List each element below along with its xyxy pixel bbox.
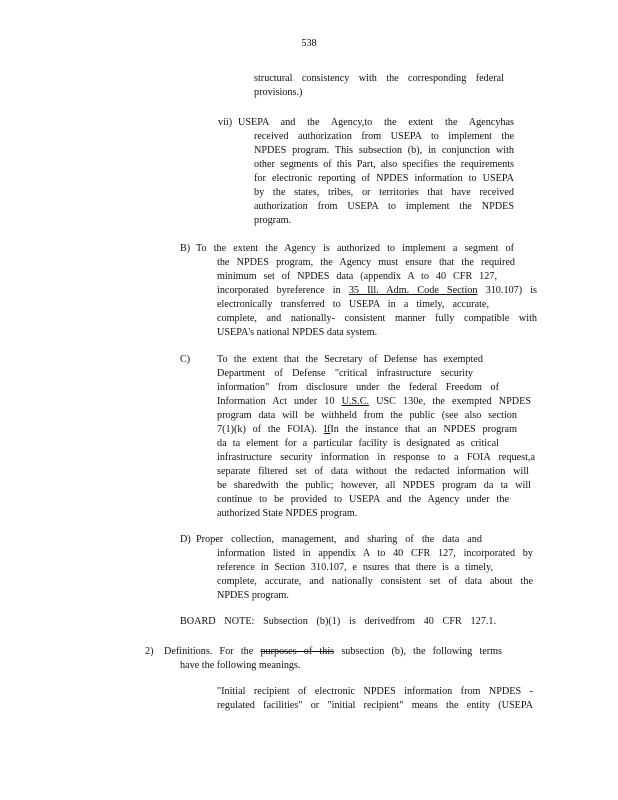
text-line: separate filtered set of data without the redacted information will (217, 466, 529, 477)
text-line: regulated facilities" or "initial recipient" means the entity (USEPA (217, 700, 533, 711)
text-line: reference in Section 310.107, e nsures that there is a timely, (217, 562, 493, 573)
definitions-first-line: Definitions. For the purposes of this subsection (b), the following terms (164, 646, 503, 657)
citation-link[interactable]: U.S.C. (341, 396, 370, 407)
definitions-second-line: have the following meanings. (180, 660, 301, 671)
text-line: 7(1)(k) of the FOIA). IfIn the instance that an NPDES program (217, 424, 518, 435)
text-line: complete, and nationally- consistent manner fully compatible with (217, 313, 537, 324)
citation-link[interactable]: 35 Ill. Adm. Code Section (348, 285, 478, 296)
text-line: continue to be provided to USEPA and the Agency under the (217, 494, 509, 505)
text-line: program. (254, 215, 292, 226)
item-d-body (217, 547, 533, 603)
text-line: structural consistency with the corresponding federal (254, 73, 504, 84)
text-line: be sharedwith the public; however, all NPDES program da ta will (217, 480, 531, 491)
text-line: NPDES program. (217, 590, 289, 601)
text-line: authorization from USEPA to implement the NPDES (254, 201, 514, 212)
struck-text: purposes of this (260, 646, 335, 657)
text-line: by the states, tribes, or territories that have received (254, 187, 514, 198)
text-line: electronically transferred to USEPA in a timely, accurate, (217, 299, 489, 310)
board-note: BOARD NOTE: Subsection (b)(1) is derivedfrom 40 CFR 127.1. (180, 616, 496, 627)
item-marker-vii: vii) (218, 117, 233, 128)
item-marker-d: D) (180, 534, 191, 545)
text-line: Information Act under 10 U.S.C. USC 130e, the exempted NPDES (217, 396, 531, 407)
text-line: program data will be withheld from the public (see also section (217, 410, 517, 421)
item-marker-2: 2) (145, 646, 154, 657)
text-line: To the extent that the Secretary of Defense has exempted (217, 354, 483, 365)
item-marker-c: C) (180, 354, 191, 365)
item-b-first-line: To the extent the Agency is authorized to implement a segment of (196, 243, 514, 254)
text-line: da ta element for a particular facility is designated as critical (217, 438, 499, 449)
definition-quote (217, 685, 533, 713)
text-line: "Initial recipient of electronic NPDES information from NPDES - (217, 686, 533, 697)
page-number: 538 (301, 38, 317, 49)
text-line: for electronic reporting of NPDES information to USEPA (254, 173, 514, 184)
text-line: USEPA's national NPDES data system. (217, 327, 378, 338)
text-line: provisions.) (254, 87, 303, 98)
text-line: Department of Defense "critical infrastructure security (217, 368, 473, 379)
item-d-first-line: Proper collection, management, and sharing of the data and (196, 534, 482, 545)
text-line: other segments of this Part, also specifies the requirements (254, 159, 514, 170)
text-line: the NPDES program, the Agency must ensure that the required (217, 257, 515, 268)
text-line: complete, accurate, and nationally consistent set of data about the (217, 576, 533, 587)
text-line: incorporated byreference in 35 Ill. Adm. Code Section 310.107) is (217, 285, 538, 296)
text-line: authorized State NPDES program. (217, 508, 358, 519)
item-b-body (217, 256, 537, 340)
continuation-text (254, 72, 504, 100)
item-vii-body (254, 130, 514, 228)
text-line: minimum set of NPDES data (appendix A to 40 CFR 127, (217, 271, 497, 282)
inserted-text: If (323, 424, 331, 435)
text-line: information listed in appendix A to 40 CFR 127, incorporated by (217, 548, 533, 559)
text-line: infrastructure security information in response to a FOIA request,a (217, 452, 535, 463)
item-c-body (217, 353, 535, 521)
item-marker-b: B) (180, 243, 191, 254)
text-line: NPDES program. This subsection (b), in conjunction with (254, 145, 514, 156)
text-line: received authorization from USEPA to implement the (254, 131, 514, 142)
item-vii-first-line: USEPA and the Agency,to the extent the Agencyhas (238, 117, 514, 128)
text-line: information" from disclosure under the federal Freedom of (217, 382, 499, 393)
